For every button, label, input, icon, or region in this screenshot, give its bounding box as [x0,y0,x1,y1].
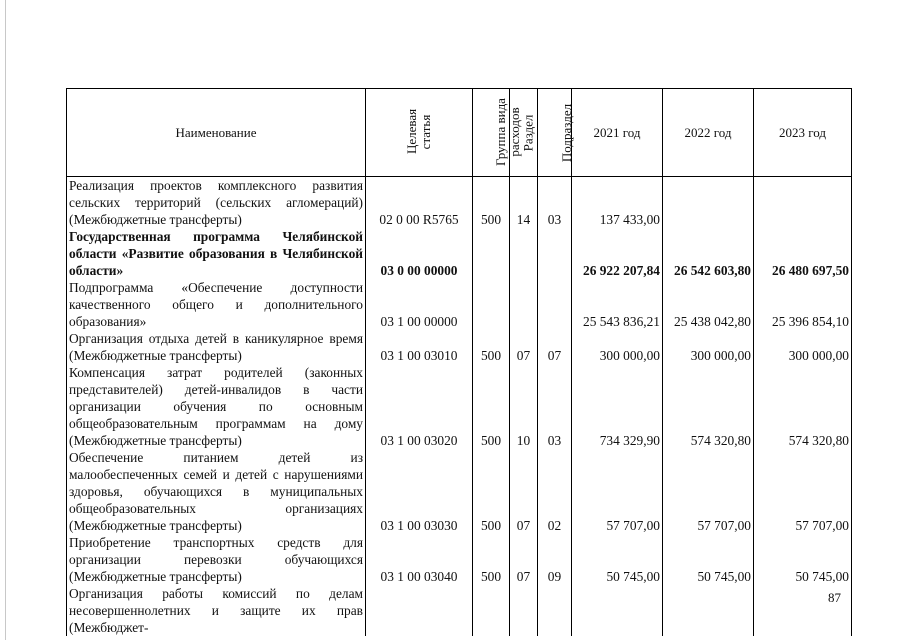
row-subsection: 02 [538,449,572,534]
row-section [510,228,538,279]
budget-table [66,88,852,636]
row-subsection: 03 [538,364,572,449]
header-2022: 2022 год [663,89,754,177]
row-2021: 57 707,00 [572,449,663,534]
table-row [67,364,852,449]
row-2022: 574 320,80 [663,364,754,449]
row-name: Организация работы комиссий по делам несовершеннолетних и защите их прав (Межбюджет- [67,585,366,636]
row-2023: 50 745,00 [754,534,852,585]
header-section: Раздел [510,89,538,177]
row-subsection: 03 [538,177,572,229]
row-subsection: 07 [538,330,572,364]
header-subsection: Подраздел [538,89,572,177]
row-2022: 300 000,00 [663,330,754,364]
row-group: 500 [473,449,510,534]
table-row [67,177,852,229]
row-group: 500 [473,330,510,364]
row-2021: 300 000,00 [572,330,663,364]
row-2021 [572,585,663,636]
table-row [67,585,852,636]
table-row [67,228,852,279]
row-section: 07 [510,330,538,364]
row-group [473,585,510,636]
row-code: 03 1 00 03020 [366,364,473,449]
row-section: 14 [510,177,538,229]
row-code [366,585,473,636]
row-2023: 300 000,00 [754,330,852,364]
row-section [510,279,538,330]
header-expense-group: Группа вида расходов [473,89,510,177]
row-2022: 25 438 042,80 [663,279,754,330]
row-2021: 137 433,00 [572,177,663,229]
row-subsection: 09 [538,534,572,585]
row-name: Подпрограмма «Обеспечение доступности качественного общего и дополнительного образования» [67,279,366,330]
row-2022: 50 745,00 [663,534,754,585]
row-group: 500 [473,534,510,585]
row-group: 500 [473,177,510,229]
row-2021: 25 543 836,21 [572,279,663,330]
page-number: 87 [828,590,841,605]
row-name: Приобретение транспортных средств для организации перевозки обучающихся (Межбюджетные трансферты) [67,534,366,585]
row-2023 [754,177,852,229]
row-name: Реализация проектов комплексного развития сельских территорий (сельских агломераций) (Межбюджетные трансферты) [67,177,366,229]
header-target-article: Целевая статья [366,89,473,177]
row-2022 [663,585,754,636]
row-2023: 25 396 854,10 [754,279,852,330]
row-code: 02 0 00 R5765 [366,177,473,229]
row-group [473,279,510,330]
row-subsection [538,585,572,636]
row-group [473,228,510,279]
header-2023: 2023 год [754,89,852,177]
header-row [67,89,852,177]
page-edge [5,0,6,640]
row-subsection [538,279,572,330]
header-2021: 2021 год [572,89,663,177]
header-name: Наименование [67,89,366,177]
row-code: 03 1 00 00000 [366,279,473,330]
row-name: Организация отдыха детей в каникулярное время (Межбюджетные трансферты) [67,330,366,364]
row-code: 03 1 00 03010 [366,330,473,364]
row-2022: 26 542 603,80 [663,228,754,279]
row-2023: 574 320,80 [754,364,852,449]
row-name: Государственная программа Челябинской области «Развитие образования в Челябинской области» [67,228,366,279]
row-section: 10 [510,364,538,449]
row-code: 03 1 00 03040 [366,534,473,585]
row-code: 03 1 00 03030 [366,449,473,534]
row-group: 500 [473,364,510,449]
row-2021: 26 922 207,84 [572,228,663,279]
row-section: 07 [510,449,538,534]
row-2022: 57 707,00 [663,449,754,534]
table-row [67,279,852,330]
row-2022 [663,177,754,229]
table-row [67,449,852,534]
row-2023: 57 707,00 [754,449,852,534]
row-section: 07 [510,534,538,585]
row-subsection [538,228,572,279]
row-2021: 734 329,90 [572,364,663,449]
table-row [67,534,852,585]
row-2023: 26 480 697,50 [754,228,852,279]
row-name: Обеспечение питанием детей из малообеспеченных семей и детей с нарушениями здоровья, обучающихся в муниципальных общеобразовательных организациях (Межбюджетные трансферты) [67,449,366,534]
row-2021: 50 745,00 [572,534,663,585]
row-name: Компенсация затрат родителей (законных представителей) детей-инвалидов в части организации обучения по основным общеобразовательным программам на дому (Межбюджетные трансферты) [67,364,366,449]
row-code: 03 0 00 00000 [366,228,473,279]
table-row [67,330,852,364]
row-section [510,585,538,636]
